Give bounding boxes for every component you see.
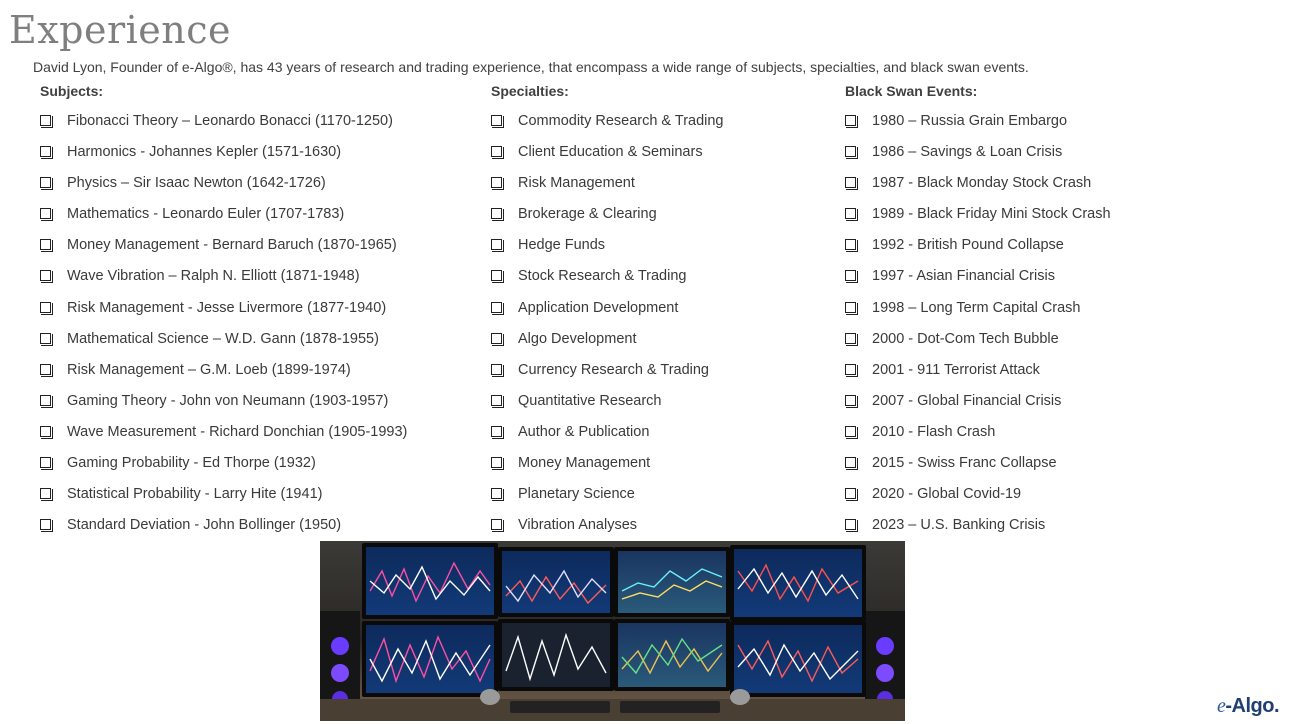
list-item-text: Physics – Sir Isaac Newton (1642-1726): [67, 175, 326, 192]
checkbox-bullet-icon: [845, 519, 856, 530]
checkbox-bullet-icon: [845, 239, 856, 250]
list-item-text: Brokerage & Clearing: [518, 206, 657, 223]
list-item-text: Risk Management – G.M. Loeb (1899-1974): [67, 361, 351, 378]
list-item: [491, 330, 831, 361]
checkbox-bullet-icon: [845, 364, 856, 375]
checkbox-bullet-icon: [40, 208, 51, 219]
list-item: [40, 485, 480, 516]
list-item: [40, 205, 480, 236]
list-item: [491, 205, 831, 236]
list-item-text: 2023 – U.S. Banking Crisis: [872, 517, 1046, 534]
trading-monitors-illustration: [320, 541, 905, 721]
list-item-text: Quantitative Research: [518, 392, 662, 409]
list-item: [40, 423, 480, 454]
list-item: [40, 454, 480, 485]
list-item-text: Wave Vibration – Ralph N. Elliott (1871-1948): [67, 268, 360, 285]
checkbox-bullet-icon: [845, 208, 856, 219]
list-item: [845, 330, 1145, 361]
list-item-text: Application Development: [518, 299, 679, 316]
list-item: [845, 267, 1145, 298]
checkbox-bullet-icon: [491, 270, 502, 281]
list-item-text: Mathematical Science – W.D. Gann (1878-1955): [67, 330, 379, 347]
list-item: [40, 112, 480, 143]
list-item-text: Client Education & Seminars: [518, 144, 703, 161]
checkbox-bullet-icon: [40, 239, 51, 250]
specialties-header: Specialties:: [491, 83, 569, 99]
checkbox-bullet-icon: [491, 519, 502, 530]
list-item-text: 2010 - Flash Crash: [872, 423, 996, 440]
black-swan-list: [845, 112, 1145, 547]
checkbox-bullet-icon: [845, 115, 856, 126]
checkbox-bullet-icon: [40, 302, 51, 313]
list-item-text: Risk Management - Jesse Livermore (1877-1940): [67, 299, 387, 316]
list-item: [845, 205, 1145, 236]
checkbox-bullet-icon: [491, 333, 502, 344]
checkbox-bullet-icon: [40, 426, 51, 437]
intro-text: David Lyon, Founder of e-Algo®, has 43 years of research and trading experience, that encompass a wide range of subjects, specialties, and black swan events.: [33, 59, 1029, 75]
list-item-text: Gaming Theory - John von Neumann (1903-1957): [67, 392, 389, 409]
checkbox-bullet-icon: [491, 488, 502, 499]
list-item-text: Author & Publication: [518, 423, 650, 440]
list-item-text: 1980 – Russia Grain Embargo: [872, 113, 1068, 129]
black-swan-column: [845, 82, 1145, 547]
checkbox-bullet-icon: [40, 115, 51, 126]
checkbox-bullet-icon: [491, 364, 502, 375]
page-title: Experience: [9, 8, 232, 52]
checkbox-bullet-icon: [40, 177, 51, 188]
specialties-list: [491, 112, 831, 547]
list-item: [491, 267, 831, 298]
list-item: [845, 454, 1145, 485]
checkbox-bullet-icon: [491, 457, 502, 468]
checkbox-bullet-icon: [40, 488, 51, 499]
list-item-text: 1987 - Black Monday Stock Crash: [872, 175, 1092, 192]
list-item-text: 2007 - Global Financial Crisis: [872, 392, 1062, 409]
list-item-text: Algo Development: [518, 330, 637, 347]
checkbox-bullet-icon: [845, 333, 856, 344]
subjects-column: [40, 82, 480, 547]
list-item: [845, 236, 1145, 267]
list-item: [845, 143, 1145, 174]
list-item-text: Wave Measurement - Richard Donchian (1905-1993): [67, 423, 408, 440]
list-item-text: Money Management: [518, 455, 651, 472]
list-item-text: 1997 - Asian Financial Crisis: [872, 268, 1055, 285]
list-item: [845, 423, 1145, 454]
list-item-text: Money Management - Bernard Baruch (1870-1965): [67, 237, 397, 254]
checkbox-bullet-icon: [40, 270, 51, 281]
list-item-text: Currency Research & Trading: [518, 361, 709, 378]
list-item-text: Harmonics - Johannes Kepler (1571-1630): [67, 144, 342, 161]
checkbox-bullet-icon: [40, 146, 51, 157]
checkbox-bullet-icon: [845, 488, 856, 499]
list-item: [491, 392, 831, 423]
list-item-text: Mathematics - Leonardo Euler (1707-1783): [67, 206, 345, 223]
checkbox-bullet-icon: [40, 395, 51, 406]
checkbox-bullet-icon: [491, 208, 502, 219]
checkbox-bullet-icon: [491, 302, 502, 313]
list-item-text: 1986 – Savings & Loan Crisis: [872, 144, 1063, 161]
list-item-text: Planetary Science: [518, 486, 635, 503]
e-algo-logo: e-Algo.: [1216, 695, 1279, 717]
checkbox-bullet-icon: [491, 177, 502, 188]
checkbox-bullet-icon: [491, 115, 502, 126]
list-item: [40, 361, 480, 392]
list-item-text: 2000 - Dot-Com Tech Bubble: [872, 330, 1059, 347]
list-item: [40, 267, 480, 298]
list-item: [40, 143, 480, 174]
list-item: [845, 485, 1145, 516]
checkbox-bullet-icon: [845, 457, 856, 468]
list-item-text: 2001 - 911 Terrorist Attack: [872, 361, 1040, 378]
list-item-text: 1989 - Black Friday Mini Stock Crash: [872, 206, 1111, 223]
list-item: [491, 236, 831, 267]
trading-desk-photo: [320, 541, 905, 721]
specialties-column: [491, 82, 831, 547]
list-item-text: 2015 - Swiss Franc Collapse: [872, 455, 1057, 472]
checkbox-bullet-icon: [491, 239, 502, 250]
checkbox-bullet-icon: [491, 146, 502, 157]
checkbox-bullet-icon: [845, 146, 856, 157]
list-item: [845, 112, 1145, 143]
list-item-text: Risk Management: [518, 175, 635, 192]
list-item: [491, 174, 831, 205]
list-item: [40, 299, 480, 330]
black-swan-header: Black Swan Events:: [845, 83, 978, 99]
list-item: [491, 454, 831, 485]
checkbox-bullet-icon: [40, 519, 51, 530]
list-item: [40, 330, 480, 361]
list-item-text: Hedge Funds: [518, 237, 606, 254]
list-item-text: 1992 - British Pound Collapse: [872, 237, 1064, 254]
list-item-text: Fibonacci Theory – Leonardo Bonacci (1170-1250): [67, 113, 393, 129]
list-item-text: Standard Deviation - John Bollinger (1950): [67, 517, 342, 534]
list-item: [40, 392, 480, 423]
list-item-text: 2020 - Global Covid-19: [872, 486, 1022, 503]
list-item-text: Statistical Probability - Larry Hite (1941): [67, 486, 323, 503]
list-item: [40, 174, 480, 205]
checkbox-bullet-icon: [845, 426, 856, 437]
checkbox-bullet-icon: [491, 426, 502, 437]
checkbox-bullet-icon: [845, 177, 856, 188]
list-item: [491, 423, 831, 454]
checkbox-bullet-icon: [845, 395, 856, 406]
checkbox-bullet-icon: [491, 395, 502, 406]
list-item: [491, 112, 831, 143]
list-item: [845, 392, 1145, 423]
subjects-list: [40, 112, 480, 547]
list-item: [40, 236, 480, 267]
list-item-text: Gaming Probability - Ed Thorpe (1932): [67, 455, 316, 472]
checkbox-bullet-icon: [40, 457, 51, 468]
subjects-header: Subjects:: [40, 83, 104, 99]
list-item: [491, 485, 831, 516]
list-item: [845, 299, 1145, 330]
checkbox-bullet-icon: [845, 270, 856, 281]
checkbox-bullet-icon: [40, 364, 51, 375]
list-item-text: Commodity Research & Trading: [518, 113, 724, 129]
list-item-text: Vibration Analyses: [518, 517, 638, 534]
checkbox-bullet-icon: [40, 333, 51, 344]
list-item: [491, 361, 831, 392]
list-item-text: Stock Research & Trading: [518, 268, 687, 285]
list-item: [845, 361, 1145, 392]
list-item: [491, 143, 831, 174]
list-item: [491, 299, 831, 330]
list-item-text: 1998 – Long Term Capital Crash: [872, 299, 1081, 316]
checkbox-bullet-icon: [845, 302, 856, 313]
list-item: [845, 174, 1145, 205]
